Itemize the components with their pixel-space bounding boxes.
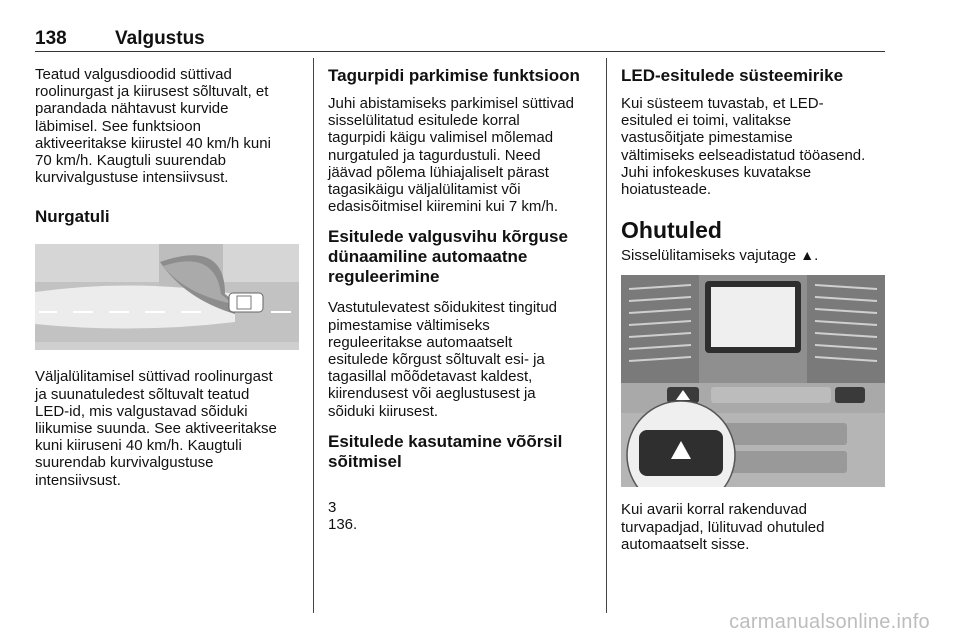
column-right xyxy=(621,66,889,553)
body-paragraph: Vastutulevatest sõidukitest tingitud pimestamise vältimiseks reguleeritakse automaatselt esitulede kõrgust sõltuvalt esi- ja tagasillal mõõdetavast kaldest, kiirendusest või aeglustusest ja sõiduki kiirusest. xyxy=(328,299,558,420)
body-paragraph: Juhi abistamiseks parkimisel süttivad sisselülitatud esitulede korral tagurpidi käigu valimisel mõlemad nurgatuled ja tagurdustuli. Need jäävad põlema lühiajaliselt pärast tagasikäigu väljalülitamist või edasisõitmisel kiiremini kui 7 km/h. xyxy=(328,95,574,216)
section-title: Ohutuled xyxy=(621,217,722,244)
hazard-button-illustration xyxy=(621,275,885,487)
section-heading: Esitulede kasutamine võõrsil sõitmisel xyxy=(328,431,563,471)
instruction-text: Sisselülitamiseks vajutage xyxy=(621,247,797,265)
page-header xyxy=(35,28,885,50)
column-divider xyxy=(313,58,314,613)
chapter-title: Valgustus xyxy=(115,28,205,49)
column-left xyxy=(35,66,303,489)
instruction-end: . xyxy=(814,247,819,265)
page-number: 138 xyxy=(35,28,67,49)
cross-reference[interactable] xyxy=(328,482,598,534)
body-paragraph: Väljalülitamisel süttivad roolinurgast ja suunatuledest sõltuvalt teatud LED-id, mis valgustavad sõiduki liikumise suunda. See aktiveeritakse kuni kiiruseni 40 km/h. Kaugtuli suurendab kurvivalgustuse intensiivsust. xyxy=(35,368,277,489)
hazard-triangle-icon: ▲ xyxy=(800,247,815,264)
intro-paragraph: Teatud valgusdioodid süttivad roolinurgast ja kiirusest sõltuvalt, et parandada nähtavust kurvide läbimisel. See funktsioon aktiveeritakse kiirustel 40 km/h kuni 70 km/h. Kaugtuli suurendab kurvivalgustuse intensiivsust. xyxy=(35,66,271,187)
column-middle xyxy=(328,66,598,533)
column-divider xyxy=(606,58,607,613)
section-heading: Esitulede valgusvihu kõrguse dünaamiline automaatne reguleerimine xyxy=(328,227,568,287)
header-divider xyxy=(35,51,885,52)
section-heading: LED-esitulede süsteemirike xyxy=(621,66,844,85)
body-paragraph: Kui avarii korral rakenduvad turvapadjad, lülituvad ohutuled automaatselt sisse. xyxy=(621,501,825,553)
section-heading: Tagurpidi parkimise funktsioon xyxy=(328,66,580,85)
instruction-line xyxy=(621,247,889,264)
watermark: carmanualsonline.info xyxy=(729,611,930,633)
section-heading: Nurgatuli xyxy=(35,207,110,227)
reference-page: 136. xyxy=(328,516,358,534)
reference-arrow-icon: 3 xyxy=(328,499,337,517)
cornering-light-illustration xyxy=(35,244,299,350)
body-paragraph: Kui süsteem tuvastab, et LED- esituled ei toimi, valitakse vastusõitjate pimestamise vältimiseks eelseadistatud tööasend. Juhi infokeskuses kuvatakse hoiatusteade. xyxy=(621,95,866,199)
